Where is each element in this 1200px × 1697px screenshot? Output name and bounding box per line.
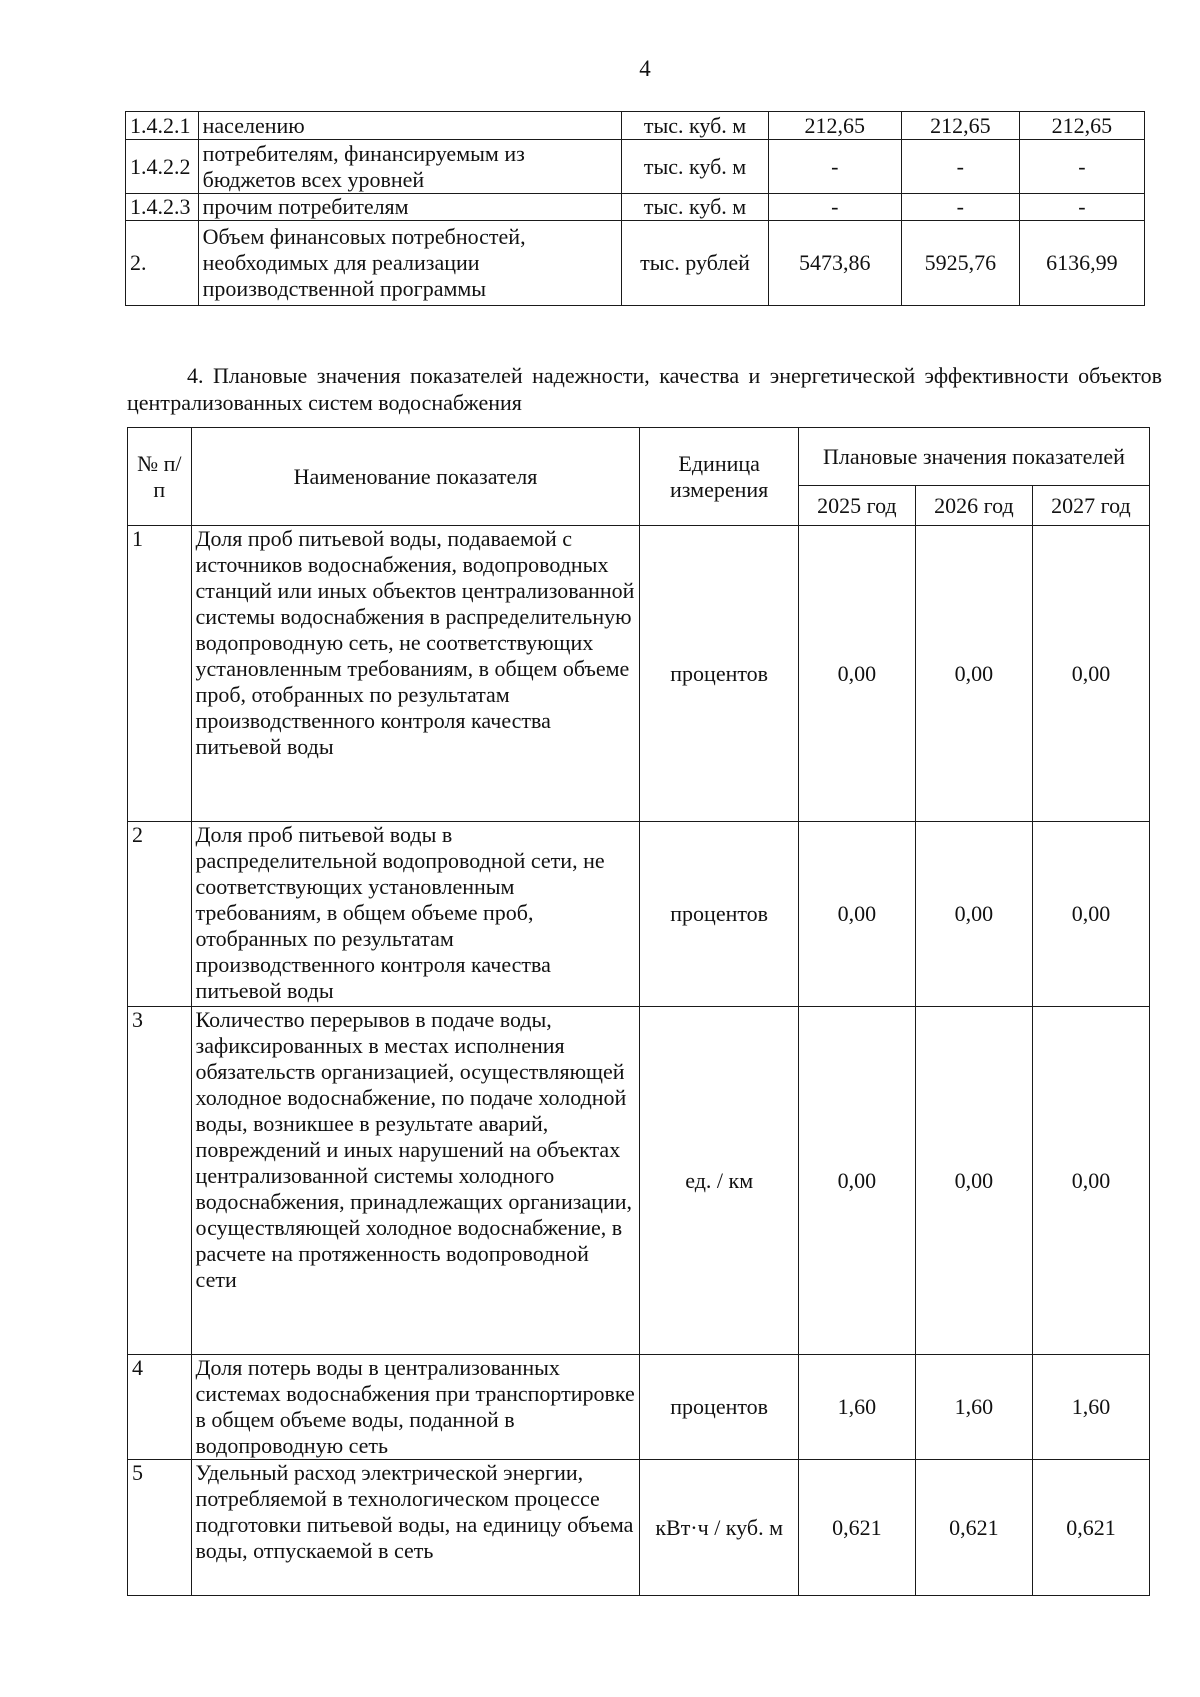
table-row <box>126 140 1145 194</box>
value-2025: 212,65 <box>768 112 901 140</box>
row-unit: тыс. куб. м <box>622 194 768 221</box>
table-row <box>128 1007 1150 1355</box>
row-name: Количество перерывов в подаче воды, зафиксированных в местах исполнения обязательств организацией, осуществляющей холодное водоснабжение, по подаче холодной воды, возникшее в результате аварий, повреждений и иных нарушений на объектах централизованной системы холодного водоснабжения, принадлежащих организации, осуществляющей холодное водоснабжение, в расчете на протяженность водопроводной сети <box>191 1007 640 1355</box>
indicators-table <box>127 427 1150 1596</box>
value-2027: 0,621 <box>1032 1460 1149 1596</box>
value-2025: - <box>768 194 901 221</box>
header-year-2025: 2025 год <box>798 486 915 526</box>
row-unit: тыс. куб. м <box>622 140 768 194</box>
value-2027: 0,00 <box>1032 1007 1149 1355</box>
table-row <box>126 194 1145 221</box>
table-row <box>128 526 1150 822</box>
value-2027: 212,65 <box>1019 112 1144 140</box>
value-2025: 1,60 <box>798 1355 915 1460</box>
value-2025: 5473,86 <box>768 221 901 306</box>
row-name: Удельный расход электрической энергии, потребляемой в технологическом процессе подготовки питьевой воды, на единицу объема воды, отпускаемой в сеть <box>191 1460 640 1596</box>
value-2027: - <box>1019 194 1144 221</box>
row-unit: ед. / км <box>640 1007 798 1355</box>
table-row <box>128 822 1150 1007</box>
value-2025: - <box>768 140 901 194</box>
row-code: 1.4.2.1 <box>126 112 199 140</box>
row-num: 1 <box>128 526 192 822</box>
value-2027: 6136,99 <box>1019 221 1144 306</box>
page-number: 4 <box>639 56 651 81</box>
table-row <box>126 112 1145 140</box>
value-2027: 1,60 <box>1032 1355 1149 1460</box>
row-num: 4 <box>128 1355 192 1460</box>
row-code: 2. <box>126 221 199 306</box>
value-2026: - <box>901 140 1019 194</box>
row-name: потребителям, финансируемым из бюджетов всех уровней <box>198 140 622 194</box>
value-2026: 0,621 <box>915 1460 1032 1596</box>
header-unit: Единица измерения <box>640 428 798 526</box>
row-num: 2 <box>128 822 192 1007</box>
header-year-2026: 2026 год <box>915 486 1032 526</box>
table-row <box>126 221 1145 306</box>
value-2026: 1,60 <box>915 1355 1032 1460</box>
value-2025: 0,00 <box>798 1007 915 1355</box>
table-row <box>128 1460 1150 1596</box>
row-name: Объем финансовых потребностей, необходимых для реализации производственной программы <box>198 221 622 306</box>
row-name: прочим потребителям <box>198 194 622 221</box>
row-name: Доля потерь воды в централизованных системах водоснабжения при транспортировке в общем объеме воды, поданной в водопроводную сеть <box>191 1355 640 1460</box>
value-2026: - <box>901 194 1019 221</box>
row-name: Доля проб питьевой воды, подаваемой с источников водоснабжения, водопроводных станций или иных объектов централизованной системы водоснабжения в распределительную водопроводную сеть, не соответствующих установленным требованиям, в общем объеме проб, отобранных по результатам производственного контроля качества питьевой воды <box>191 526 640 822</box>
value-2027: - <box>1019 140 1144 194</box>
header-num: № п/п <box>128 428 192 526</box>
row-unit: тыс. куб. м <box>622 112 768 140</box>
production-volume-table <box>125 111 1145 306</box>
header-name: Наименование показателя <box>191 428 640 526</box>
row-name: Доля проб питьевой воды в распределительной водопроводной сети, не соответствующих установленным требованиям, в общем объеме проб, отобранных по результатам производственного контроля качества питьевой воды <box>191 822 640 1007</box>
value-2026: 0,00 <box>915 526 1032 822</box>
row-num: 5 <box>128 1460 192 1596</box>
row-unit: кВт·ч / куб. м <box>640 1460 798 1596</box>
value-2026: 5925,76 <box>901 221 1019 306</box>
row-unit: процентов <box>640 526 798 822</box>
row-code: 1.4.2.3 <box>126 194 199 221</box>
row-code: 1.4.2.2 <box>126 140 199 194</box>
value-2026: 0,00 <box>915 822 1032 1007</box>
table-row <box>128 1355 1150 1460</box>
row-num: 3 <box>128 1007 192 1355</box>
header-planned-values: Плановые значения показателей <box>798 428 1149 486</box>
section-heading: 4. Плановые значения показателей надежности, качества и энергетической эффективности объектов централизованных систем водоснабжения <box>127 363 1162 415</box>
row-name: населению <box>198 112 622 140</box>
value-2027: 0,00 <box>1032 822 1149 1007</box>
row-unit: тыс. рублей <box>622 221 768 306</box>
value-2027: 0,00 <box>1032 526 1149 822</box>
value-2026: 212,65 <box>901 112 1019 140</box>
value-2025: 0,00 <box>798 526 915 822</box>
row-unit: процентов <box>640 1355 798 1460</box>
value-2026: 0,00 <box>915 1007 1032 1355</box>
row-unit: процентов <box>640 822 798 1007</box>
value-2025: 0,00 <box>798 822 915 1007</box>
value-2025: 0,621 <box>798 1460 915 1596</box>
header-year-2027: 2027 год <box>1032 486 1149 526</box>
